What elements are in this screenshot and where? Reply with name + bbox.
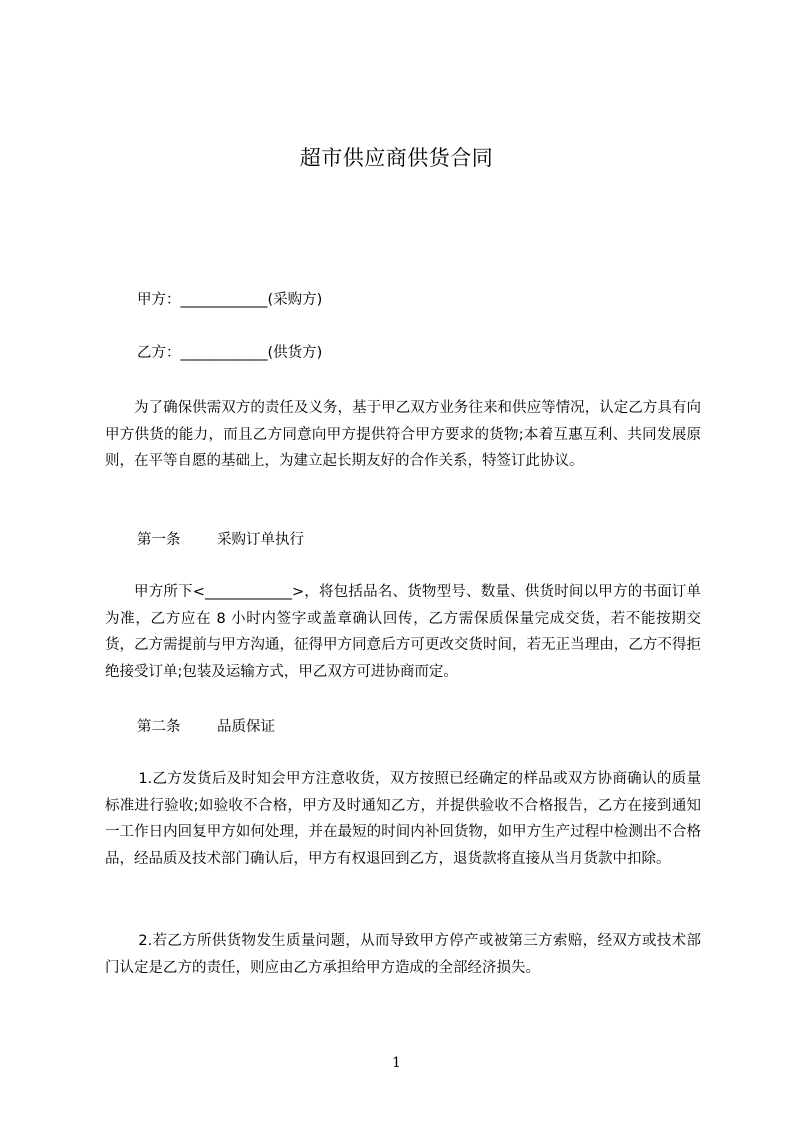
article-2-number: 第二条: [137, 719, 181, 735]
article-2-clause-2: 2.若乙方所供货物发生质量问题，从而导致甲方停产或被第三方索赔，经双方或技术部门认定是乙方的责任，则应由乙方承担给甲方造成的全部经济损失。: [105, 933, 701, 976]
article-2-heading: [137, 717, 275, 737]
party-b-line: 乙方：____________(供货方): [137, 345, 323, 361]
article-2-clause-1: 1.乙方发货后及时知会甲方注意收货，双方按照已经确定的样品或双方协商确认的质量标准进行验收;如验收不合格，甲方及时通知乙方，并提供验收不合格报告，乙方在接到通知一工作日内回复甲方如何处理，并在最短的时间内补回货物，如甲方生产过程中检测出不合格品，经品质及技术部门确认后，甲方有权退回到乙方，退货款将直接从当月货款中扣除。: [105, 771, 701, 867]
article-1-title: 采购订单执行: [217, 532, 304, 548]
article-1-body: 甲方所下<____________>，将包括品名、货物型号、数量、供货时间以甲方的书面订单为准，乙方应在 8 小时内签字或盖章确认回传，乙方需保质保量完成交货，若不能按期交货，乙方需提前与甲方沟通，征得甲方同意后方可更改交货时间，若无正当理由，乙方不得拒绝接受订单;包装及运输方式，甲乙双方可进协商而定。: [105, 584, 701, 680]
article-1-number: 第一条: [137, 532, 181, 548]
party-a-line: 甲方：____________(采购方): [137, 292, 323, 308]
article-1-heading: [137, 530, 304, 550]
page-number: 1: [392, 1055, 401, 1071]
article-2-title: 品质保证: [217, 719, 275, 735]
document-title: 超市供应商供货合同: [299, 146, 494, 170]
intro-paragraph: 为了确保供需双方的责任及义务，基于甲乙双方业务往来和供应等情况，认定乙方具有向甲方供货的能力，而且乙方同意向甲方提供符合甲方要求的货物;本着互惠互利、共同发展原则，在平等自愿的基础上，为建立起长期友好的合作关系，特签订此协议。: [105, 400, 701, 469]
